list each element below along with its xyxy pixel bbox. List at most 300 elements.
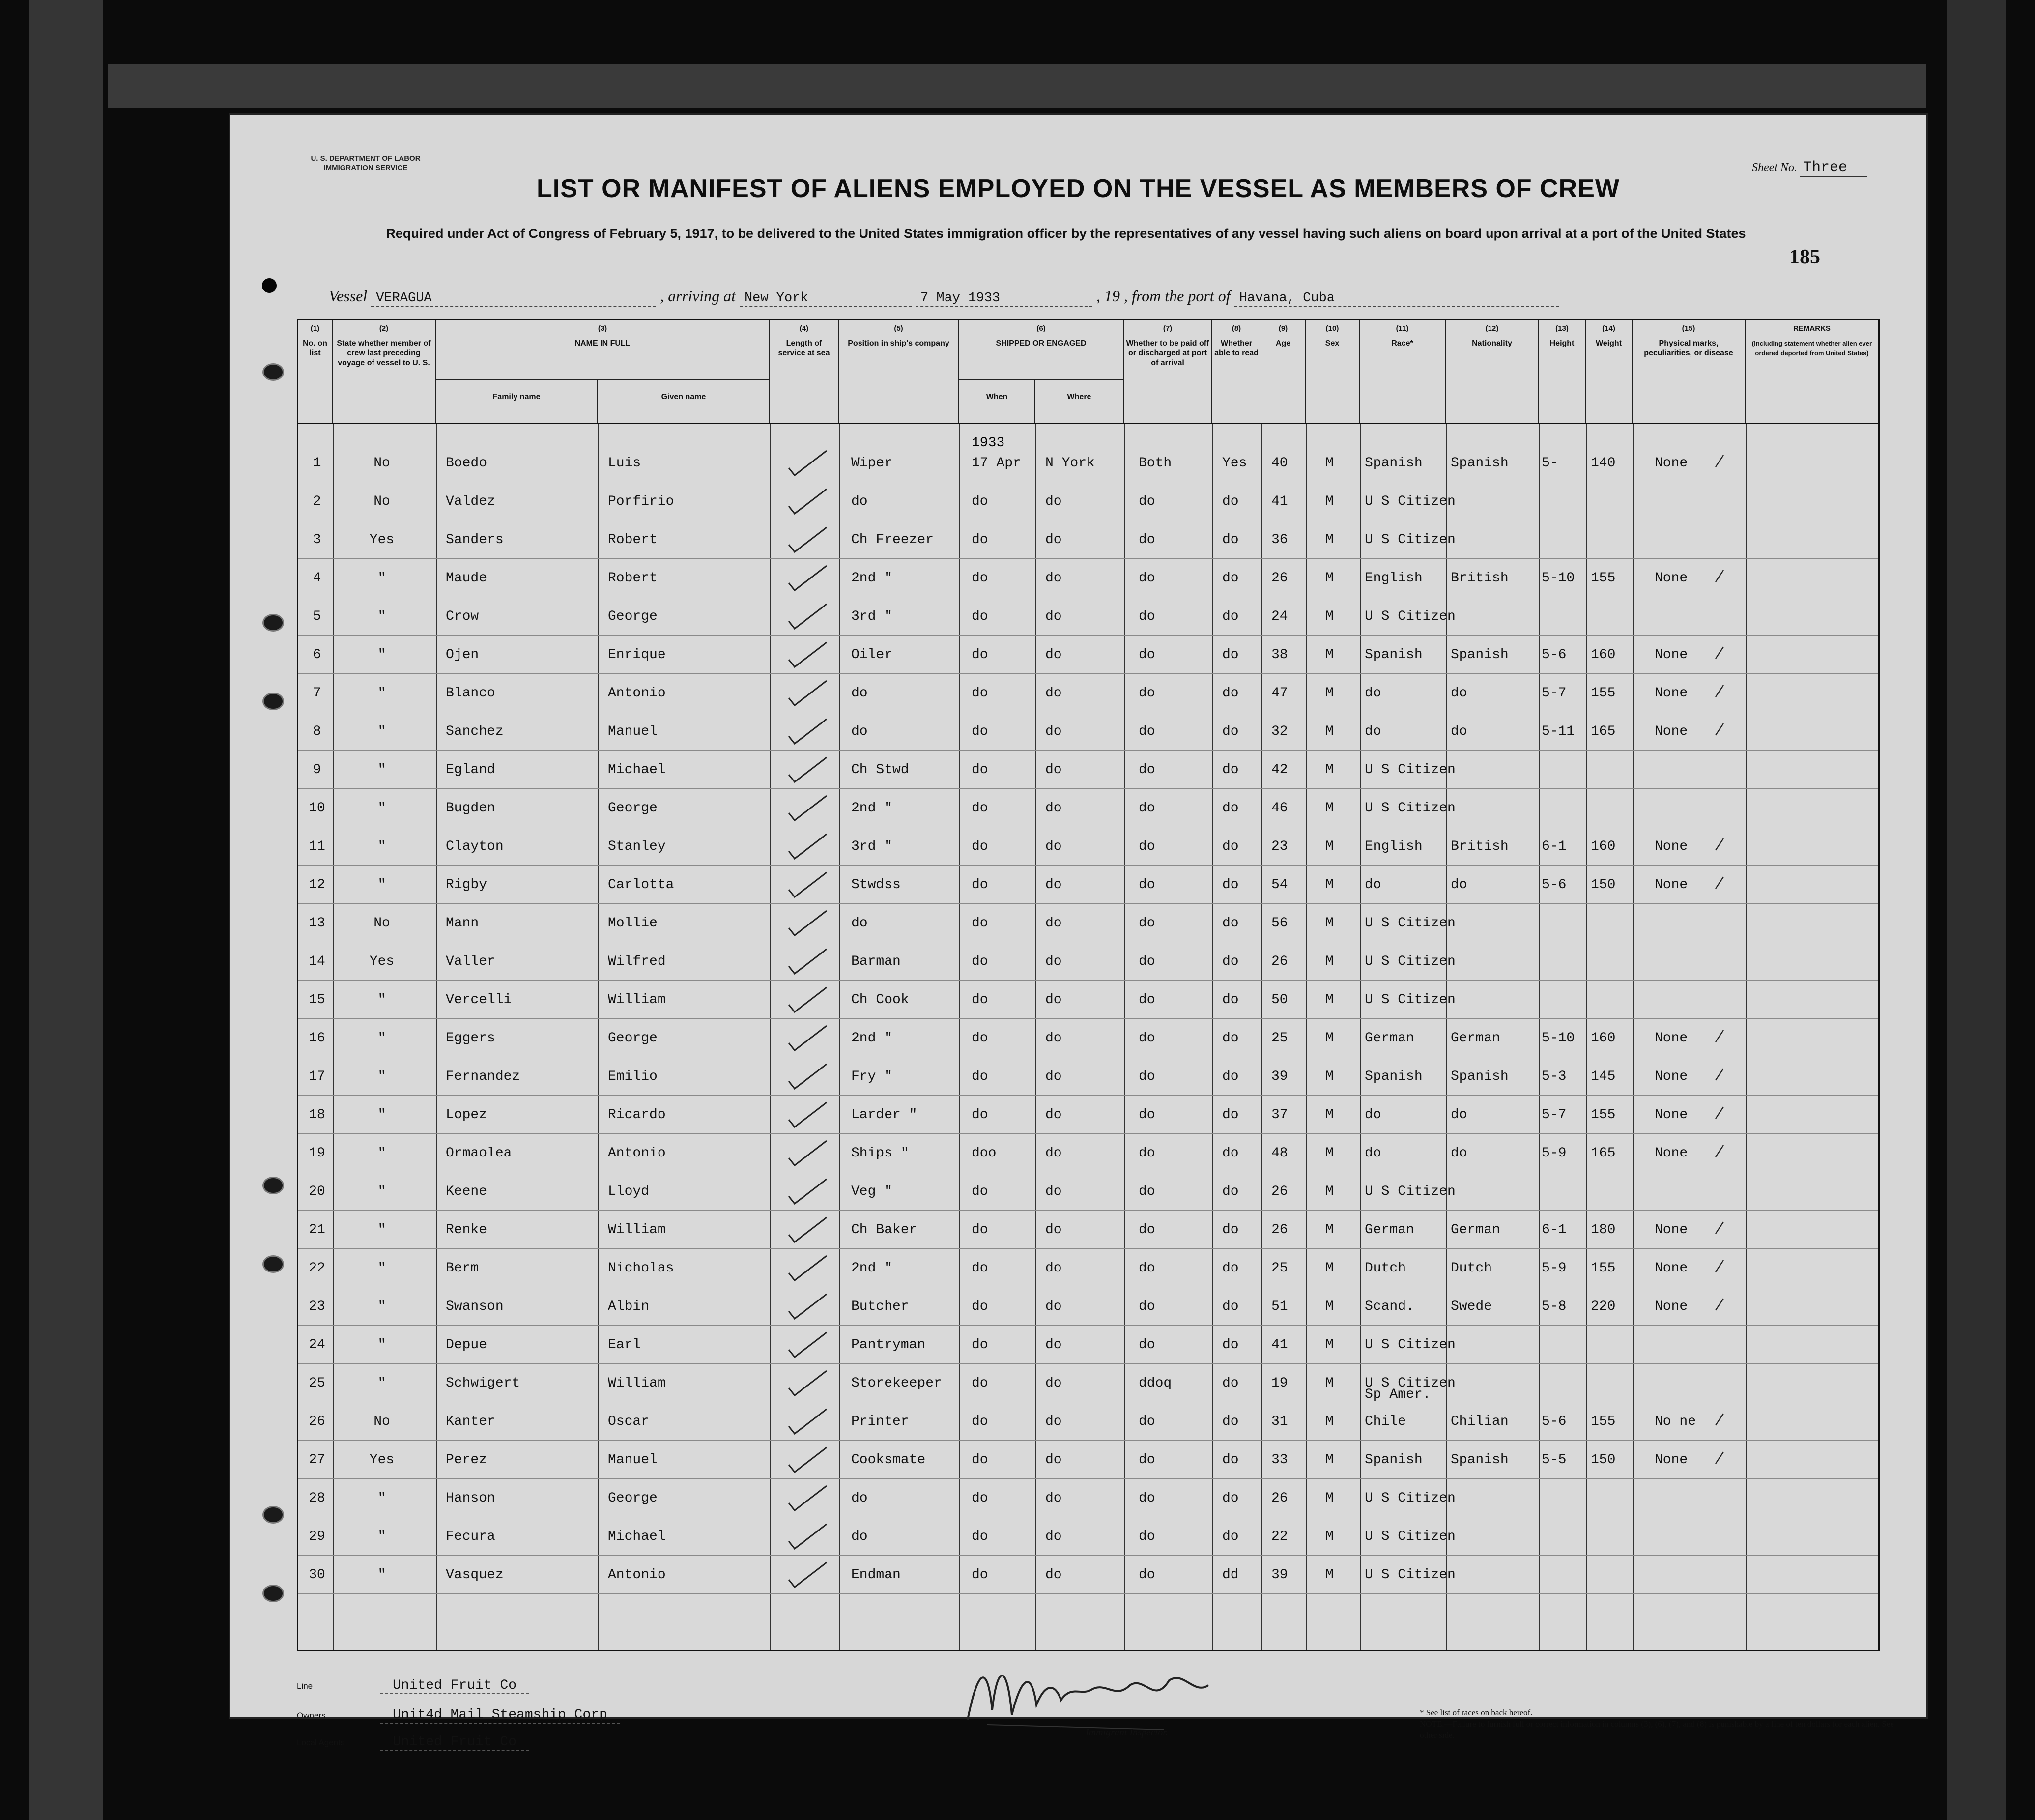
table-row: [298, 673, 1878, 712]
table-row: [298, 1057, 1878, 1096]
cell-prev-voyage: ": [377, 647, 386, 663]
cell-able-to-read: do: [1222, 532, 1239, 548]
cell-row-no: 26: [309, 1414, 325, 1429]
cell-age: 39: [1271, 1069, 1288, 1084]
cell-prev-voyage: ": [377, 1107, 386, 1123]
manifest-sheet: [229, 113, 1928, 1750]
cell-position: do: [851, 724, 868, 739]
service-check-mark: [785, 1177, 829, 1206]
cell-prev-voyage: No: [373, 1414, 390, 1429]
cell-row-no: 10: [309, 801, 325, 816]
cell-weight: 155: [1591, 686, 1616, 701]
cell-shipped-when: doo: [972, 1146, 997, 1161]
cell-paid-off: do: [1139, 1337, 1155, 1353]
table-row: [298, 1133, 1878, 1172]
cell-family-name: Rigby: [446, 877, 487, 893]
cell-age: 37: [1271, 1107, 1288, 1123]
cell-race: Spanish: [1365, 1452, 1423, 1468]
cell-sex: M: [1325, 916, 1334, 931]
cell-paid-off: do: [1139, 647, 1155, 663]
cell-race: U S Citizen: [1365, 1491, 1456, 1506]
cell-given-name: Wilfred: [608, 954, 666, 969]
cell-row-no: 6: [313, 647, 321, 663]
cell-shipped-when: do: [972, 724, 988, 739]
cell-family-name: Lopez: [446, 1107, 487, 1123]
cell-family-name: Valler: [446, 954, 495, 969]
page-number: 185: [1789, 246, 1820, 268]
cell-prev-voyage: Yes: [369, 1452, 395, 1468]
cell-shipped-when: do: [972, 1069, 988, 1084]
cell-shipped-when: do: [972, 532, 988, 548]
cell-family-name: Perez: [446, 1452, 487, 1468]
service-check-mark: [785, 908, 829, 938]
cell-age: 26: [1271, 1184, 1288, 1199]
cell-shipped-where: do: [1045, 532, 1062, 548]
table-row: [298, 1287, 1878, 1326]
service-check-mark: [785, 487, 829, 516]
cell-given-name: William: [608, 1376, 666, 1391]
service-check-mark: [785, 563, 829, 593]
cell-sex: M: [1325, 532, 1334, 548]
cell-race: do: [1365, 686, 1381, 701]
cell-age: 32: [1271, 724, 1288, 739]
col-header-name: (3) NAME IN FULL: [436, 320, 770, 379]
cell-shipped-when: do: [972, 992, 988, 1008]
marks-tick: [1714, 836, 1725, 853]
marks-tick: [1714, 1411, 1725, 1428]
cell-paid-off: do: [1139, 801, 1155, 816]
col-header-age: (9) Age: [1261, 320, 1306, 424]
cell-age: 26: [1271, 954, 1288, 969]
service-check-mark: [785, 1138, 829, 1168]
cell-position: Ch Cook: [851, 992, 909, 1008]
cell-race: Spanish: [1365, 456, 1423, 471]
from-port: Havana, Cuba: [1234, 291, 1559, 307]
service-check-mark: [785, 640, 829, 669]
cell-race: U S Citizen: [1365, 762, 1456, 778]
table-row: [298, 903, 1878, 942]
service-check-mark: [785, 1023, 829, 1053]
cell-age: 25: [1271, 1031, 1288, 1046]
year-label: , 19: [1096, 287, 1120, 305]
cell-nationality: Spanish: [1451, 647, 1509, 663]
film-border-right: [1947, 0, 2006, 1820]
cell-age: 46: [1271, 801, 1288, 816]
cell-shipped-when: do: [972, 916, 988, 931]
cell-height: 5-5: [1542, 1452, 1567, 1468]
cell-age: 31: [1271, 1414, 1288, 1429]
sheet-number-value: Three: [1800, 159, 1867, 177]
cell-able-to-read: do: [1222, 647, 1239, 663]
owners-value: Unit4d Mail Steamship Corp: [380, 1707, 620, 1724]
cell-shipped-where: do: [1045, 609, 1062, 624]
cell-paid-off: do: [1139, 686, 1155, 701]
from-port-label: , from the port of: [1123, 287, 1231, 305]
cell-family-name: Vercelli: [446, 992, 512, 1008]
cell-nationality: German: [1451, 1031, 1500, 1046]
cell-family-name: Hanson: [446, 1491, 495, 1506]
cell-able-to-read: do: [1222, 1376, 1239, 1391]
cell-family-name: Mann: [446, 916, 479, 931]
cell-paid-off: do: [1139, 1567, 1155, 1583]
table-row: [298, 980, 1878, 1019]
cell-given-name: William: [608, 1222, 666, 1238]
cell-height: 5-: [1542, 456, 1558, 471]
cell-age: 51: [1271, 1299, 1288, 1314]
cell-able-to-read: do: [1222, 609, 1239, 624]
cell-row-no: 30: [309, 1567, 325, 1583]
cell-shipped-when: do: [972, 1452, 988, 1468]
cell-row-no: 25: [309, 1376, 325, 1391]
cell-race: Spanish: [1365, 647, 1423, 663]
cell-shipped-when: do: [972, 954, 988, 969]
col-header-where: Where: [1035, 379, 1124, 424]
cell-able-to-read: dd: [1222, 1567, 1239, 1583]
cell-paid-off: do: [1139, 992, 1155, 1008]
punch-hole: [262, 693, 284, 710]
cell-physical-marks: None: [1655, 1452, 1688, 1468]
col-header-remarks: REMARKS (Including statement whether alien ever ordered deported from United States): [1751, 324, 1872, 357]
service-check-mark: [785, 1407, 829, 1436]
cell-race: U S Citizen: [1365, 954, 1456, 969]
cell-race: English: [1365, 839, 1423, 854]
cell-race: Chile: [1365, 1414, 1406, 1429]
cell-prev-voyage: ": [377, 686, 386, 701]
cell-given-name: Luis: [608, 456, 641, 471]
cell-able-to-read: do: [1222, 1414, 1239, 1429]
service-check-mark: [785, 832, 829, 861]
cell-row-no: 24: [309, 1337, 325, 1353]
cell-race: U S Citizen: [1365, 1184, 1456, 1199]
cell-family-name: Egland: [446, 762, 495, 778]
cell-prev-voyage: ": [377, 1337, 386, 1353]
table-row: [298, 520, 1878, 559]
cell-height: 5-6: [1542, 647, 1567, 663]
cell-family-name: Vasquez: [446, 1567, 504, 1583]
cell-weight: 140: [1591, 456, 1616, 471]
table-row: [298, 750, 1878, 789]
cell-family-name: Kanter: [446, 1414, 495, 1429]
cell-prev-voyage: ": [377, 1376, 386, 1391]
cell-nationality: do: [1451, 1146, 1467, 1161]
cell-sex: M: [1325, 647, 1334, 663]
cell-prev-voyage: Yes: [369, 532, 395, 548]
table-row: [298, 1095, 1878, 1134]
cell-height: 5-7: [1542, 686, 1567, 701]
cell-given-name: William: [608, 992, 666, 1008]
cell-position: Pantryman: [851, 1337, 926, 1353]
cell-prev-voyage: Yes: [369, 954, 395, 969]
service-check-mark: [785, 755, 829, 784]
cell-physical-marks: None: [1655, 686, 1688, 701]
cell-row-no: 23: [309, 1299, 325, 1314]
cell-paid-off: do: [1139, 1529, 1155, 1544]
cell-family-name: Schwigert: [446, 1376, 520, 1391]
cell-shipped-when: do: [972, 762, 988, 778]
cell-shipped-where: do: [1045, 1069, 1062, 1084]
cell-sex: M: [1325, 686, 1334, 701]
cell-height: 5-6: [1542, 877, 1567, 893]
cell-row-no: 29: [309, 1529, 325, 1544]
cell-age: 26: [1271, 1491, 1288, 1506]
cell-prev-voyage: ": [377, 1031, 386, 1046]
col-header-prev-voyage: (2) State whether member of crew last preceding voyage of vessel to U. S.: [333, 320, 436, 424]
cell-physical-marks: None: [1655, 1146, 1688, 1161]
cell-height: 5-3: [1542, 1069, 1567, 1084]
col-header-when: When: [959, 379, 1035, 424]
service-check-mark: [785, 1368, 829, 1398]
cell-given-name: George: [608, 609, 658, 624]
table-row: [298, 827, 1878, 866]
cell-given-name: Stanley: [608, 839, 666, 854]
col-header-race: (11) Race*: [1360, 320, 1446, 424]
cell-shipped-where: N York: [1045, 456, 1095, 471]
col-header-position: (5) Position in ship's company: [839, 320, 959, 424]
cell-age: 42: [1271, 762, 1288, 778]
cell-weight: 160: [1591, 1031, 1616, 1046]
service-check-mark: [785, 525, 829, 554]
service-check-mark: [785, 793, 829, 823]
cell-sex: M: [1325, 877, 1334, 893]
cell-given-name: Manuel: [608, 1452, 658, 1468]
cell-shipped-where: do: [1045, 647, 1062, 663]
cell-weight: 145: [1591, 1069, 1616, 1084]
cell-position: Endman: [851, 1567, 901, 1583]
cell-given-name: Manuel: [608, 724, 658, 739]
cell-sex: M: [1325, 1491, 1334, 1506]
vessel-line: [329, 287, 1559, 307]
cell-paid-off: do: [1139, 1031, 1155, 1046]
cell-position: Fry ": [851, 1069, 893, 1084]
cell-age: 47: [1271, 686, 1288, 701]
cell-position: 2nd ": [851, 571, 893, 586]
cell-prev-voyage: No: [373, 916, 390, 931]
cell-given-name: Emilio: [608, 1069, 658, 1084]
service-check-mark: [785, 1483, 829, 1513]
cell-given-name: Nicholas: [608, 1261, 674, 1276]
cell-family-name: Valdez: [446, 494, 495, 509]
cell-height: 5-9: [1542, 1261, 1567, 1276]
service-check-mark: [785, 1215, 829, 1244]
cell-sex: M: [1325, 801, 1334, 816]
cell-prev-voyage: ": [377, 1184, 386, 1199]
cell-physical-marks: None: [1655, 1069, 1688, 1084]
cell-physical-marks: None: [1655, 724, 1688, 739]
page-subtitle: Required under Act of Congress of February 5, 1917, to be delivered to the United States immigration officer by the representatives of any vessel having such aliens on board upon arrival at a port of the United States: [386, 226, 1746, 241]
cell-weight: 165: [1591, 724, 1616, 739]
table-row: [298, 942, 1878, 981]
cell-physical-marks: None: [1655, 1222, 1688, 1238]
service-check-mark: [785, 1560, 829, 1589]
cell-able-to-read: do: [1222, 1031, 1239, 1046]
cell-able-to-read: do: [1222, 686, 1239, 701]
cell-age: 33: [1271, 1452, 1288, 1468]
sheet-number-label: Sheet No.: [1752, 161, 1797, 174]
cell-able-to-read: do: [1222, 762, 1239, 778]
cell-sex: M: [1325, 1031, 1334, 1046]
cell-shipped-where: do: [1045, 1452, 1062, 1468]
cell-nationality: Spanish: [1451, 456, 1509, 471]
cell-paid-off: Both: [1139, 456, 1172, 471]
table-row: [298, 443, 1878, 482]
cell-prev-voyage: ": [377, 1146, 386, 1161]
cell-position: 3rd ": [851, 609, 893, 624]
cell-row-no: 16: [309, 1031, 325, 1046]
cell-sex: M: [1325, 1261, 1334, 1276]
cell-row-no: 12: [309, 877, 325, 893]
cell-row-no: 21: [309, 1222, 325, 1238]
cell-prev-voyage: ": [377, 609, 386, 624]
service-check-mark: [785, 1330, 829, 1359]
cell-nationality: do: [1451, 686, 1467, 701]
cell-given-name: George: [608, 1031, 658, 1046]
cell-race: U S Citizen: [1365, 992, 1456, 1008]
cell-family-name: Depue: [446, 1337, 487, 1353]
cell-paid-off: do: [1139, 1452, 1155, 1468]
cell-nationality: German: [1451, 1222, 1500, 1238]
cell-given-name: George: [608, 1491, 658, 1506]
cell-age: 56: [1271, 916, 1288, 931]
cell-age: 41: [1271, 1337, 1288, 1353]
marks-tick: [1714, 1257, 1725, 1275]
cell-height: 5-6: [1542, 1414, 1567, 1429]
cell-weight: 150: [1591, 1452, 1616, 1468]
cell-physical-marks: None: [1655, 839, 1688, 854]
cell-shipped-where: do: [1045, 1222, 1062, 1238]
cell-age: 48: [1271, 1146, 1288, 1161]
marks-tick: [1714, 1449, 1725, 1467]
cell-given-name: George: [608, 801, 658, 816]
service-check-mark: [785, 1445, 829, 1474]
cell-given-name: Mollie: [608, 916, 658, 931]
cell-prev-voyage: ": [377, 992, 386, 1008]
table-row: [298, 1018, 1878, 1057]
cell-shipped-where: do: [1045, 494, 1062, 509]
cell-weight: 220: [1591, 1299, 1616, 1314]
cell-shipped-where: do: [1045, 1337, 1062, 1353]
cell-sex: M: [1325, 762, 1334, 778]
cell-sex: M: [1325, 1414, 1334, 1429]
cell-paid-off: do: [1139, 609, 1155, 624]
cell-shipped-when: do: [972, 571, 988, 586]
cell-able-to-read: do: [1222, 954, 1239, 969]
cell-position: do: [851, 686, 868, 701]
cell-weight: 180: [1591, 1222, 1616, 1238]
cell-position: 2nd ": [851, 1031, 893, 1046]
cell-prev-voyage: ": [377, 1567, 386, 1583]
page-title: LIST OR MANIFEST OF ALIENS EMPLOYED ON THE VESSEL AS MEMBERS OF CREW: [537, 174, 1620, 203]
cell-nationality: Spanish: [1451, 1452, 1509, 1468]
cell-family-name: Fecura: [446, 1529, 495, 1544]
cell-able-to-read: do: [1222, 877, 1239, 893]
cell-row-no: 3: [313, 532, 321, 548]
punch-hole: [262, 1585, 284, 1602]
cell-height: 6-1: [1542, 1222, 1567, 1238]
cell-family-name: Ojen: [446, 647, 479, 663]
cell-shipped-where: do: [1045, 992, 1062, 1008]
cell-row-no: 1: [313, 456, 321, 471]
cell-paid-off: do: [1139, 1222, 1155, 1238]
footer-note: [1420, 1707, 1911, 1741]
cell-physical-marks: None: [1655, 1261, 1688, 1276]
cell-position: Barman: [851, 954, 901, 969]
cell-physical-marks: None: [1655, 877, 1688, 893]
cell-able-to-read: do: [1222, 1299, 1239, 1314]
cell-able-to-read: do: [1222, 1069, 1239, 1084]
cell-paid-off: do: [1139, 1146, 1155, 1161]
cell-shipped-where: do: [1045, 1529, 1062, 1544]
cell-family-name: Boedo: [446, 456, 487, 471]
arriving-label: , arriving at: [660, 287, 736, 305]
cell-able-to-read: do: [1222, 1107, 1239, 1123]
cell-position: Ch Baker: [851, 1222, 917, 1238]
table-row: [298, 865, 1878, 904]
cell-race: U S Citizen: [1365, 1376, 1456, 1391]
marks-tick: [1714, 644, 1725, 662]
cell-row-no: 27: [309, 1452, 325, 1468]
cell-race: U S Citizen: [1365, 1337, 1456, 1353]
cell-given-name: Lloyd: [608, 1184, 650, 1199]
crew-table: [297, 319, 1880, 1651]
marks-tick: [1714, 1027, 1725, 1045]
table-row: [298, 597, 1878, 636]
cell-prev-voyage: ": [377, 1491, 386, 1506]
cell-physical-marks: None: [1655, 456, 1688, 471]
punch-hole: [262, 363, 284, 381]
cell-family-name: Blanco: [446, 686, 495, 701]
cell-nationality: Swede: [1451, 1299, 1492, 1314]
cell-family-name: Ormaolea: [446, 1146, 512, 1161]
cell-shipped-where: do: [1045, 571, 1062, 586]
cell-weight: 160: [1591, 839, 1616, 854]
cell-nationality: Chilian: [1451, 1414, 1509, 1429]
service-check-mark: [785, 1062, 829, 1091]
cell-position: do: [851, 1491, 868, 1506]
cell-sex: M: [1325, 456, 1334, 471]
cell-sex: M: [1325, 571, 1334, 586]
col-header-shipped: (6) SHIPPED OR ENGAGED: [959, 320, 1124, 379]
cell-position: 2nd ": [851, 1261, 893, 1276]
cell-prev-voyage: ": [377, 801, 386, 816]
cell-given-name: Oscar: [608, 1414, 650, 1429]
cell-position: Wiper: [851, 456, 893, 471]
marks-tick: [1714, 682, 1725, 700]
cell-family-name: Bugden: [446, 801, 495, 816]
vessel-name: VERAGUA: [371, 291, 656, 307]
cell-sex: M: [1325, 724, 1334, 739]
cell-sex: M: [1325, 1184, 1334, 1199]
cell-weight: 150: [1591, 877, 1616, 893]
cell-shipped-when: do: [972, 1491, 988, 1506]
cell-age: 54: [1271, 877, 1288, 893]
cell-family-name: Clayton: [446, 839, 504, 854]
service-check-mark: [785, 602, 829, 631]
cell-shipped-where: do: [1045, 1031, 1062, 1046]
cell-race: U S Citizen: [1365, 801, 1456, 816]
cell-given-name: Antonio: [608, 686, 666, 701]
cell-shipped-when: do: [972, 801, 988, 816]
cell-shipped-where: do: [1045, 686, 1062, 701]
marks-tick: [1714, 567, 1725, 585]
cell-nationality: British: [1451, 571, 1509, 586]
table-row: [298, 1387, 1878, 1441]
inspector-signature: [958, 1651, 1213, 1734]
cell-race: Spanish: [1365, 1069, 1423, 1084]
cell-paid-off: do: [1139, 954, 1155, 969]
cell-age: 25: [1271, 1261, 1288, 1276]
table-row: [298, 1363, 1878, 1402]
col-header-height: (13) Height: [1539, 320, 1586, 424]
